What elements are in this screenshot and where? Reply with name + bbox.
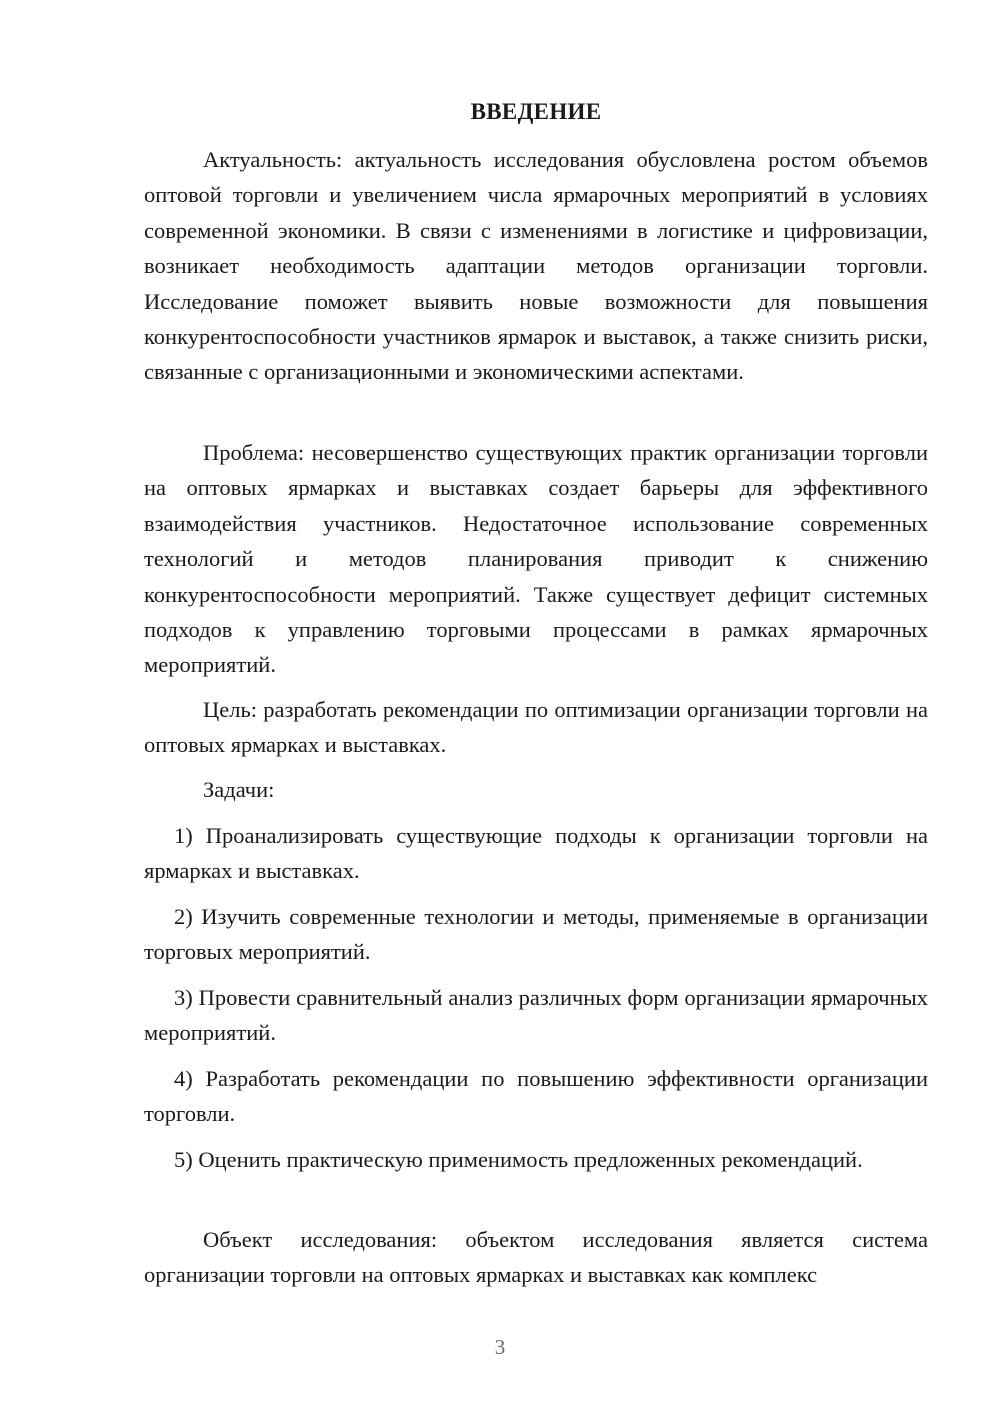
page-number: 3 bbox=[494, 1335, 506, 1359]
paragraph-goal: Цель: разработать рекомендации по оптимизации организации торговли на оптовых ярмарках и выставках. bbox=[144, 697, 928, 758]
task-item-3: 3) Провести сравнительный анализ различных форм организации ярмарочных мероприятий. bbox=[144, 985, 928, 1046]
task-item-1: 1) Проанализировать существующие подходы к организации торговли на ярмарках и выставках. bbox=[144, 823, 928, 884]
task-item-4: 4) Разработать рекомендации по повышению эффективности организации торговли. bbox=[144, 1066, 928, 1127]
paragraph-object: Объект исследования: объектом исследования является система организации торговли на оптовых ярмарках и выставках как комплекс bbox=[144, 1227, 928, 1288]
section-heading: ВВЕДЕНИЕ bbox=[470, 99, 602, 124]
tasks-label: Задачи: bbox=[203, 777, 275, 802]
paragraph-relevance: Актуальность: актуальность исследования обусловлена ростом объемов оптовой торговли и увеличением числа ярмарочных мероприятий в условиях современной экономики. В связи с изменениями в логистике и цифровизации, возникает необходимость адаптации методов организации торговли. Исследование поможет выявить новые возможности для повышения конкурентоспособности участников ярмарок и выставок, а также снизить риски, связанные с организационными и экономическими аспектами. bbox=[144, 147, 928, 385]
task-item-2: 2) Изучить современные технологии и методы, применяемые в организации торговых мероприятий. bbox=[144, 904, 928, 965]
paragraph-problem: Проблема: несовершенство существующих практик организации торговли на оптовых ярмарках и выставках создает барьеры для эффективного взаимодействия участников. Недостаточное использование современных технологий и методов планирования приводит к снижению конкурентоспособности мероприятий. Также существует дефицит системных подходов к управлению торговыми процессами в рамках ярмарочных мероприятий. bbox=[144, 440, 928, 678]
task-item-5: 5) Оценить практическую применимость предложенных рекомендаций. bbox=[174, 1147, 863, 1172]
